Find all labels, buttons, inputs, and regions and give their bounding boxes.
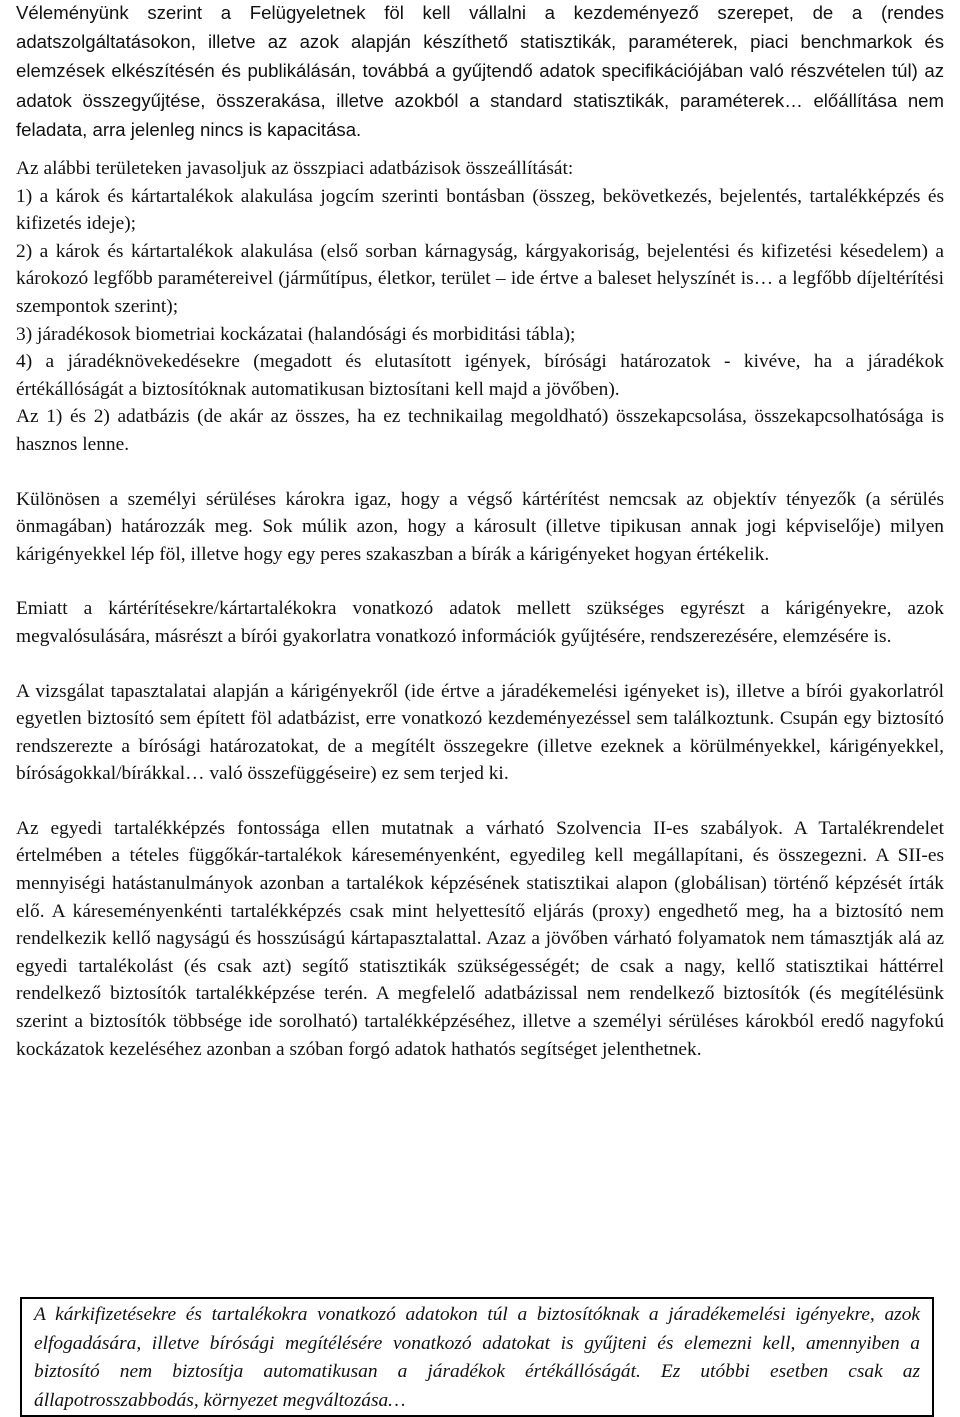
document-page [16,0,944,1411]
boxed-note [20,1297,934,1417]
paragraph-findings: A vizsgálat tapasztalatai alapján a kárigényekről (ide értve a járadékemelési igényeket is), illetve a bírói gyakorlatról egyetlen biztosító sem épített föl adatbázist, erre vonatkozó kezdeményezéssel sem találkoztunk. Csupán egy biztosító rendszerezte a bírósági határozatokat, de a megítélt összegekre (illetve ezeknek a körülményekkel, kárigényekkel, bíróságokkal/bírákkal… való összefüggéseire) ez sem terjed ki. [16,680,944,785]
paragraph-data-collection: Emiatt a kártérítésekre/kártartalékokra vonatkozó adatok mellett szükséges egyrészt a kárigényekre, azok megvalósulására, másrészt a bírói gyakorlatra vonatkozó információk gyűjtésére, rendszerezésére, elemzésére is. [16,598,944,647]
database-item-4: 4) a járadéknövekedésekre (megadott és elutasított igények, bírósági határozatok - kivéve, ha a járadékok értékállóságát a biztosítóknak automatikusan biztosítani kell majd a jövőben). [16,351,944,400]
intro-paragraph: Véleményünk szerint a Felügyeletnek föl kell vállalni a kezdeményező szerepet, de a (rendes adatszolgáltatásokon, illetve az azok alapján készíthető statisztikák, paraméterek, piaci benchmarkok és elemzések elkészítésén és publikálásán, továbbá a gyűjtendő adatok specifikációjában való részvételen túl) az adatok összegyűjtése, összerakása, illetve azokból a standard statisztikák, paraméterek… előállítása nem feladata, arra jelenleg nincs is kapacitása. [16,2,944,140]
database-section [16,155,944,459]
database-item-3: 3) járadékosok biometriai kockázatai (halandósági és morbiditási tábla); [16,323,576,345]
paragraph-personal-injury: Különösen a személyi sérüléses károkra igaz, hogy a végső kártérítést nemcsak az objektív tényezők (a sérülés önmagában) határozzák meg. Sok múlik azon, hogy a károsult (illetve tipikusan annak jogi képviselője) milyen kárigényekkel lép föl, illetve hogy egy peres szakaszban a bírák a kárigényeket hogyan értékelik. [16,488,944,565]
database-section-closing: Az 1) és 2) adatbázis (de akár az összes, ha ez technikailag megoldható) összekapcsolása, összekapcsolhatósága is hasznos lenne. [16,406,944,455]
database-item-2: 2) a károk és kártartalékok alakulása (első sorban kárnagyság, kárgyakoriság, bejelentési és kifizetési késedelem) a károkozó legfőbb paramétereivel (járműtípus, életkor, terület – ide értve a baleset helyszínét is… a legfőbb díjeltérítési szempontok szerint); [16,240,944,317]
boxed-note-text: A kárkifizetésekre és tartalékokra vonatkozó adatokon túl a biztosítóknak a járadékemelési igényekre, azok elfogadására, illetve bírósági megítélésére vonatkozó adatokat is gyűjteni és elemezni kell, amennyiben a biztosító nem biztosítja automatikusan a járadékok értékállóságát. Ez utóbbi esetben csak az állapotrosszabbodás, környezet megváltozása… [34,1304,920,1411]
database-section-lead: Az alábbi területeken javasoljuk az összpiaci adatbázisok összeállítását: [16,158,574,180]
paragraph-solvency: Az egyedi tartalékképzés fontossága ellen mutatnak a várható Szolvencia II-es szabályok. A Tartalékrendelet értelmében a tételes függőkár-tartalékok káreseményenként, egyedileg kell megállapítani, és összegezni. A SII-es mennyiségi hatástanulmányok azonban a tartalékok képzésének statisztikai alapon (globálisan) történő képzését írták elő. A káreseményenkénti tartalékképzés csak mint helyettesítő eljárás (proxy) engedhető meg, ha a biztosító nem rendelkezik kellő nagyságú és hosszúságú kártapasztalattal. Azaz a jövőben várható folyamatok nem támasztják alá az egyedi tartalékolást (és csak azt) segítő statisztikák szükségességét; de csak a nagy, kellő statisztikai háttérrel rendelkező biztosítók tartalékképzése terén. A megfelelő adatbázissal nem rendelkező biztosítók (és megítélésünk szerint a biztosítók többsége ide sorolható) tartalékképzéséhez, illetve a személyi sérüléses károkból eredő nagyfokú kockázatok kezeléséhez azonban a szóban forgó adatok hathatós segítséget jelenthetnek. [16,817,944,1060]
database-item-1: 1) a károk és kártartalékok alakulása jogcím szerinti bontásban (összeg, bekövetkezés, bejelentés, tartalékképzés és kifizetés ideje); [16,185,944,235]
